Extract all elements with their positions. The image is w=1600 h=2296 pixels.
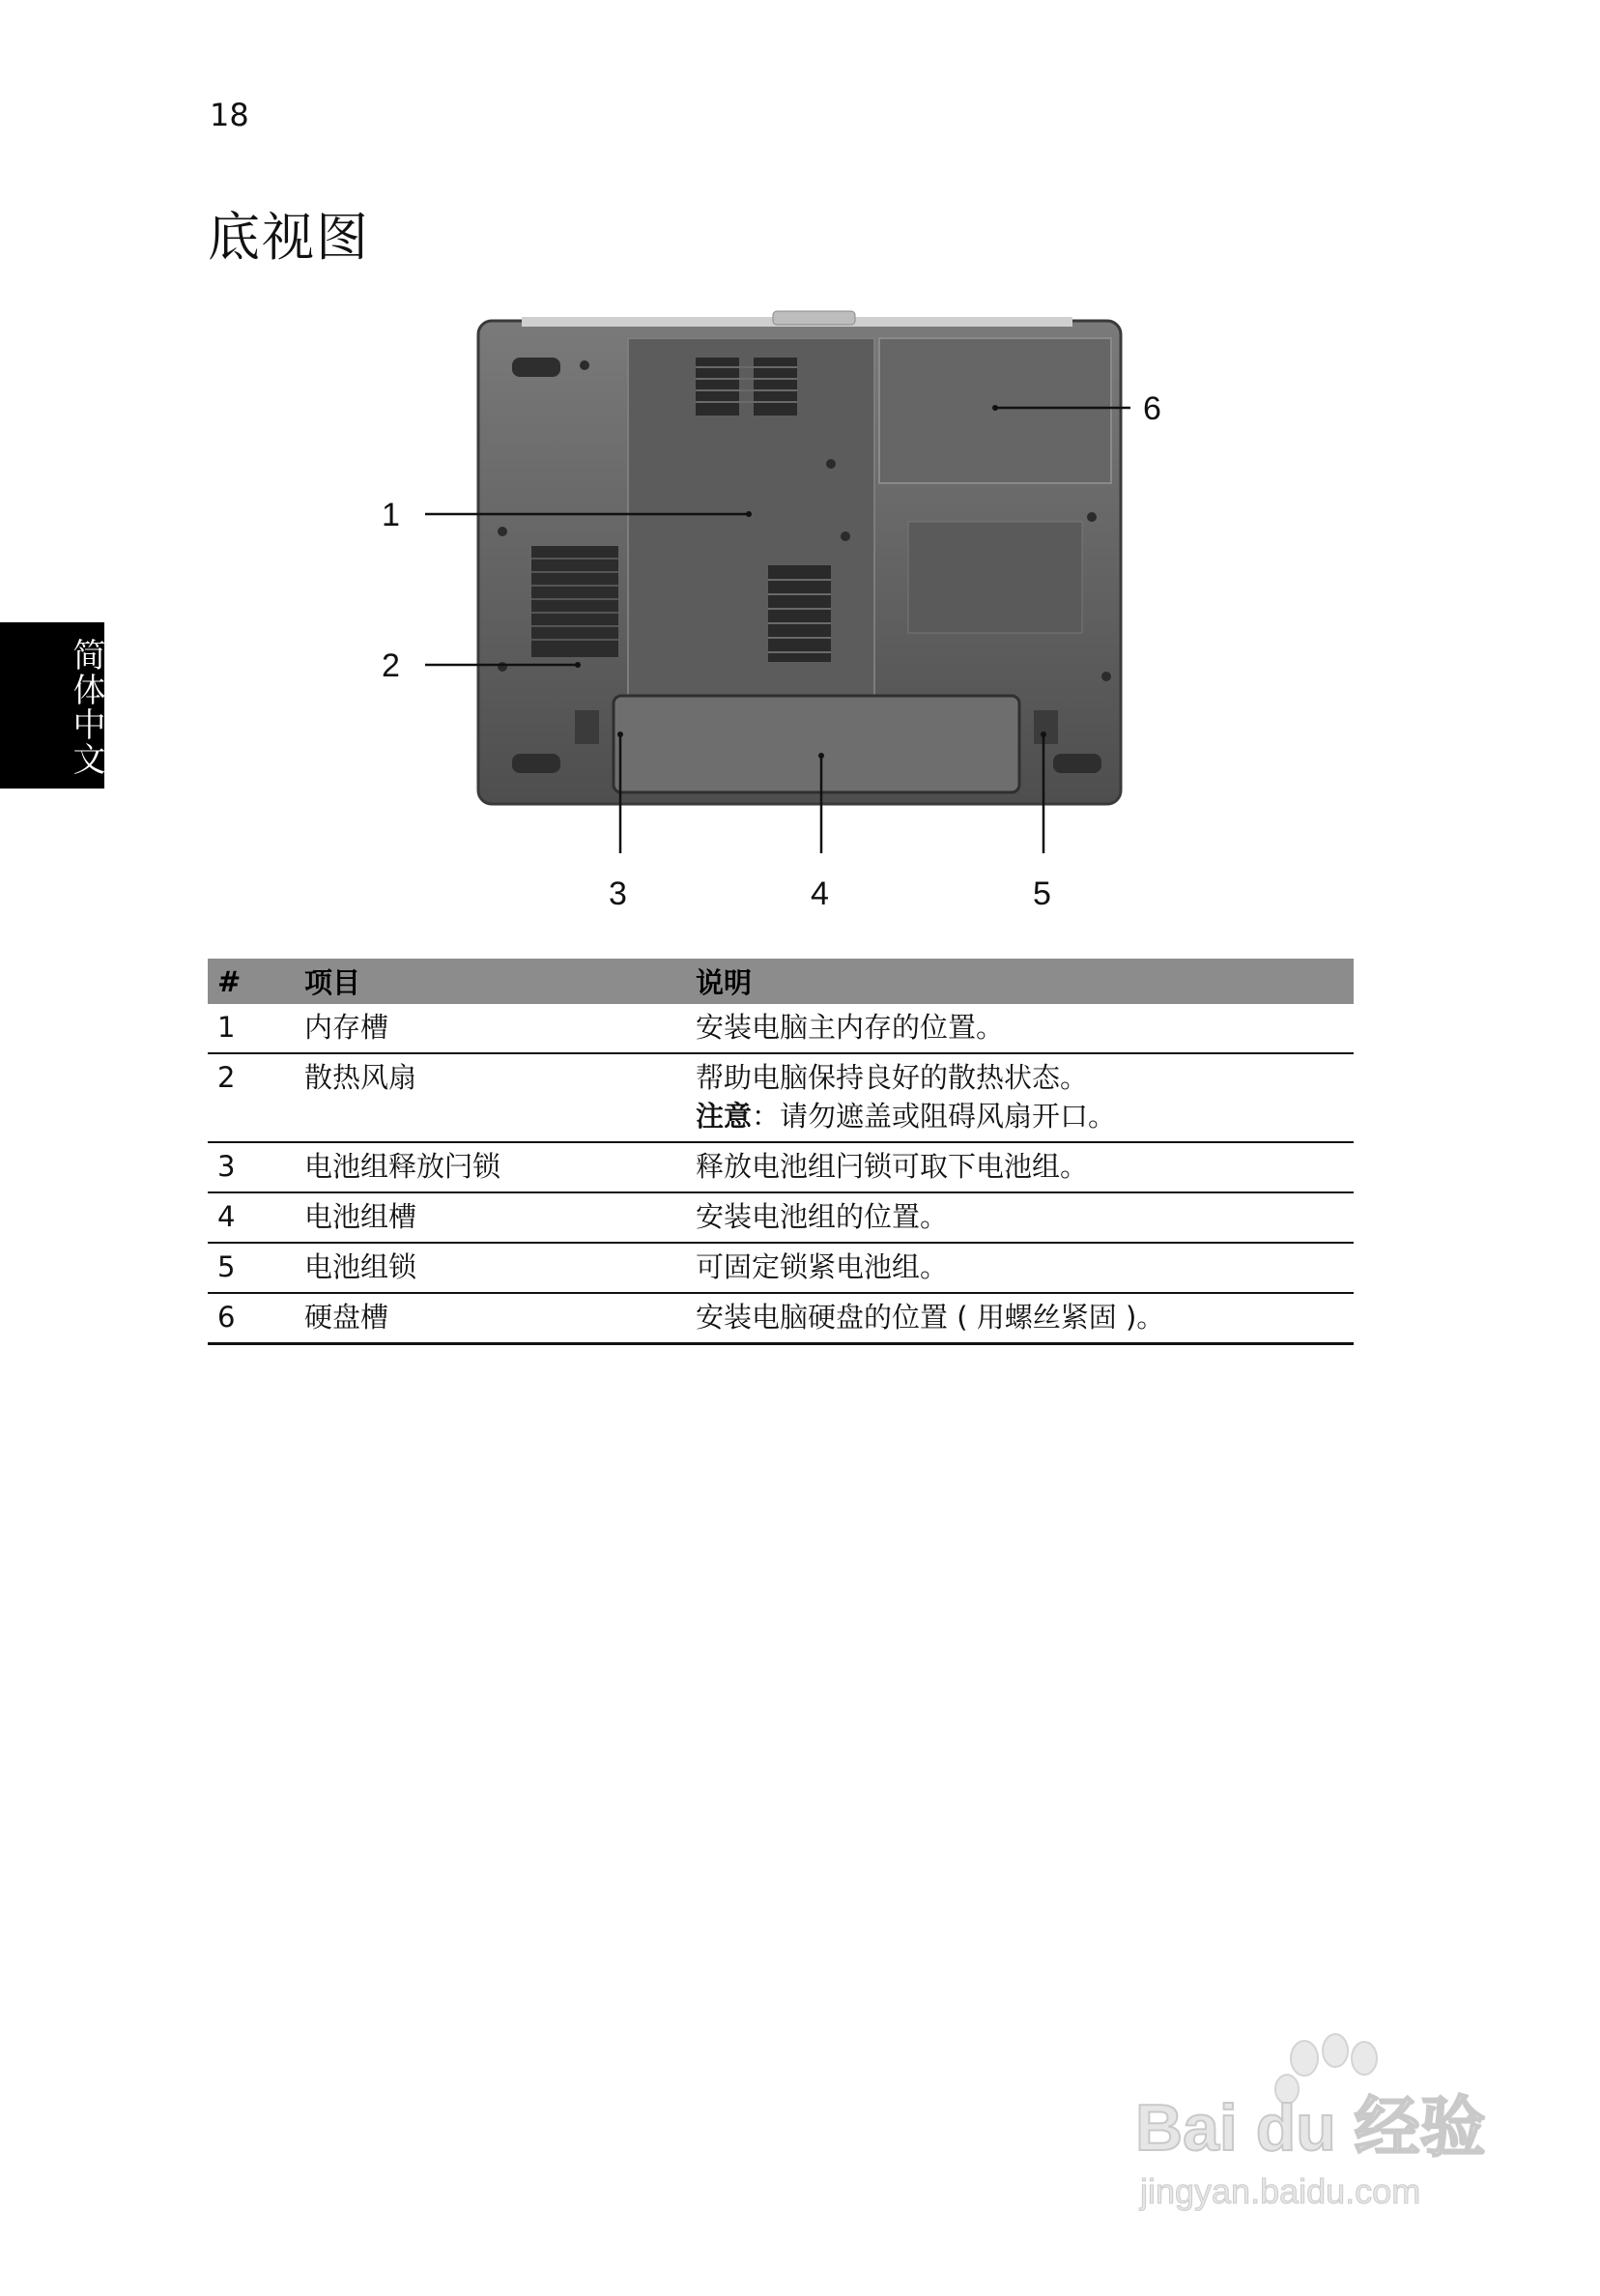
row-desc: 帮助电脑保持良好的散热状态。: [696, 1061, 1089, 1094]
row-item: 硬盘槽: [295, 1293, 686, 1344]
row-item: 电池组锁: [295, 1243, 686, 1293]
row-num: 1: [208, 1004, 295, 1053]
row-note: [696, 1097, 1354, 1135]
row-item: 散热风扇: [295, 1053, 686, 1142]
side-tab-label: 简体中文: [67, 638, 105, 777]
battery-pack: [614, 696, 1019, 792]
row-desc-cell: [686, 1053, 1354, 1142]
table-header-row: [208, 959, 1354, 1004]
row-num: 3: [208, 1142, 295, 1192]
row-num: 4: [208, 1192, 295, 1243]
header-desc: 说明: [686, 959, 1354, 1004]
watermark-brand: Bai du 经验: [1135, 2091, 1486, 2165]
row-desc: 安装电池组的位置。: [686, 1192, 1354, 1243]
watermark-url: jingyan.baidu.com: [1140, 2171, 1421, 2211]
table-row: [208, 1004, 1354, 1053]
memory-compartment: [628, 338, 874, 705]
note-text: ：请勿遮盖或阻碍风扇开口。: [752, 1100, 1117, 1133]
row-num: 2: [208, 1053, 295, 1142]
table-row: [208, 1192, 1354, 1243]
row-desc: 安装电脑硬盘的位置 ( 用螺丝紧固 )。: [686, 1293, 1354, 1344]
page-title: 底视图: [208, 207, 370, 268]
callout-6: 6: [1143, 390, 1161, 427]
row-item: 内存槽: [295, 1004, 686, 1053]
laptop-bottom-view-figure: [367, 309, 1237, 928]
callout-5: 5: [1033, 875, 1051, 912]
row-desc: 可固定锁紧电池组。: [686, 1243, 1354, 1293]
baidu-jingyan-watermark: [1121, 2029, 1507, 2223]
table-row: [208, 1293, 1354, 1344]
callout-1: 1: [382, 497, 400, 533]
table-row: [208, 1142, 1354, 1192]
note-label: 注意: [696, 1100, 753, 1133]
row-item: 电池组释放闩锁: [295, 1142, 686, 1192]
callout-2: 2: [382, 647, 400, 684]
row-num: 5: [208, 1243, 295, 1293]
row-desc: 安装电脑主内存的位置。: [686, 1004, 1354, 1053]
page-number: 18: [210, 97, 249, 133]
row-item: 电池组槽: [295, 1192, 686, 1243]
callout-3: 3: [609, 875, 627, 912]
table-row: [208, 1053, 1354, 1142]
header-item: 项目: [295, 959, 686, 1004]
table-row: [208, 1243, 1354, 1293]
language-side-tab: [0, 622, 104, 789]
row-num: 6: [208, 1293, 295, 1344]
component-table: [208, 959, 1354, 1345]
callout-4: 4: [811, 875, 829, 912]
row-desc: 释放电池组闩锁可取下电池组。: [686, 1142, 1354, 1192]
header-num: #: [208, 959, 295, 1004]
